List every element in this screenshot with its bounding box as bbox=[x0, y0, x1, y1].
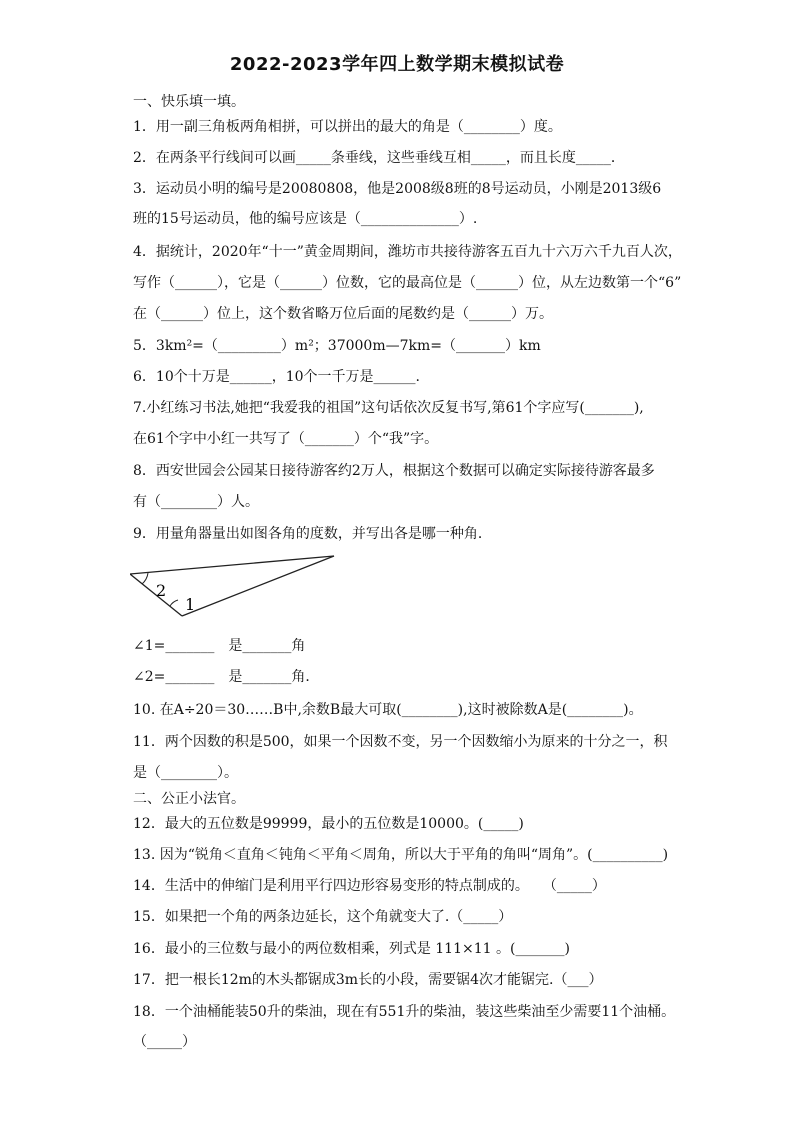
question-4-line-1: 4．据统计，2020年“十一”黄金周期间，潍坊市共接待游客五百九十六万六千九百人次， bbox=[133, 244, 682, 260]
question-14: 14．生活中的伸缩门是利用平行四边形容易变形的特点制成的。 （_____） bbox=[133, 878, 606, 894]
question-3-line-1: 3．运动员小明的编号是20080808，他是2008级8班的8号运动员，小刚是2013级6 bbox=[133, 181, 662, 197]
section-heading-fill-in: 一、快乐填一填。 bbox=[133, 94, 245, 110]
question-1: 1．用一副三角板两角相拼，可以拼出的最大的角是（________）度。 bbox=[133, 119, 562, 135]
angle-1-arc bbox=[170, 600, 178, 606]
question-7-line-1: 7.小红练习书法,她把“我爱我的祖国”这句话依次反复书写,第61个字应写(_______), bbox=[133, 400, 644, 416]
page-title: 2022-2023学年四上数学期末模拟试卷 bbox=[229, 54, 565, 75]
question-10: 10. 在A÷20＝30……B中,余数B最大可取(________),这时被除数A是(________)。 bbox=[133, 702, 643, 718]
question-5: 5．3km²=（_________）m²；37000m—7km=（_______）km bbox=[133, 338, 541, 354]
angle-2-arc bbox=[142, 573, 148, 584]
question-18-line-1: 18．一个油桶能装50升的柴油，现在有551升的柴油，装这些柴油至少需要11个油桶。 bbox=[133, 1004, 676, 1020]
question-11-line-2: 是（________）。 bbox=[133, 765, 238, 781]
angle-2-label: 2 bbox=[156, 581, 167, 600]
question-9: 9．用量角器量出如图各角的度数，并写出各是哪一种角． bbox=[133, 526, 492, 542]
figure-top-edge bbox=[130, 556, 334, 574]
question-17: 17．把一根长12m的木头都锯成3m长的小段，需要锯4次才能锯完.（___） bbox=[133, 972, 603, 988]
question-8-line-2: 有（________）人。 bbox=[133, 494, 259, 510]
question-8-line-1: 8．西安世园会公园某日接待游客约2万人，根据这个数据可以确定实际接待游客最多 bbox=[133, 463, 655, 479]
question-18-line-2: （_____） bbox=[133, 1034, 196, 1050]
question-3-line-2: 班的15号运动员，他的编号应该是（______________）. bbox=[133, 211, 478, 227]
question-15: 15．如果把一个角的两条边延长，这个角就变大了.（_____） bbox=[133, 909, 513, 925]
question-7-line-2: 在61个字中小红一共写了（_______）个“我”字。 bbox=[133, 431, 439, 447]
figure-right-edge bbox=[182, 556, 334, 616]
question-6: 6．10个十万是______，10个一千万是______. bbox=[133, 369, 420, 385]
angle-figure bbox=[130, 548, 340, 623]
question-11-line-1: 11．两个因数的积是500，如果一个因数不变，另一个因数缩小为原来的十分之一，积 bbox=[133, 734, 668, 750]
question-4-line-2: 写作（______），它是（______）位数，它的最高位是（______）位，从左边数第一个“6” bbox=[133, 275, 682, 291]
question-16: 16．最小的三位数与最小的两位数相乘，列式是 111×11 。(_______) bbox=[133, 941, 570, 957]
angle-1-label: 1 bbox=[185, 595, 196, 614]
question-9-angle-2: ∠2=_______ 是_______角． bbox=[133, 669, 320, 685]
section-heading-true-false: 二、公正小法官。 bbox=[133, 791, 245, 807]
question-9-angle-1: ∠1=_______ 是_______角 bbox=[133, 638, 306, 654]
question-13: 13. 因为“锐角＜直角＜钝角＜平角＜周角，所以大于平角的角叫“周角”。(__________) bbox=[133, 847, 669, 863]
question-4-line-3: 在（______）位上，这个数省略万位后面的尾数约是（______）万。 bbox=[133, 306, 553, 322]
question-2: 2．在两条平行线间可以画_____条垂线，这些垂线互相_____，而且长度_____． bbox=[133, 150, 625, 166]
question-12: 12．最大的五位数是99999，最小的五位数是10000。(_____) bbox=[133, 816, 524, 832]
